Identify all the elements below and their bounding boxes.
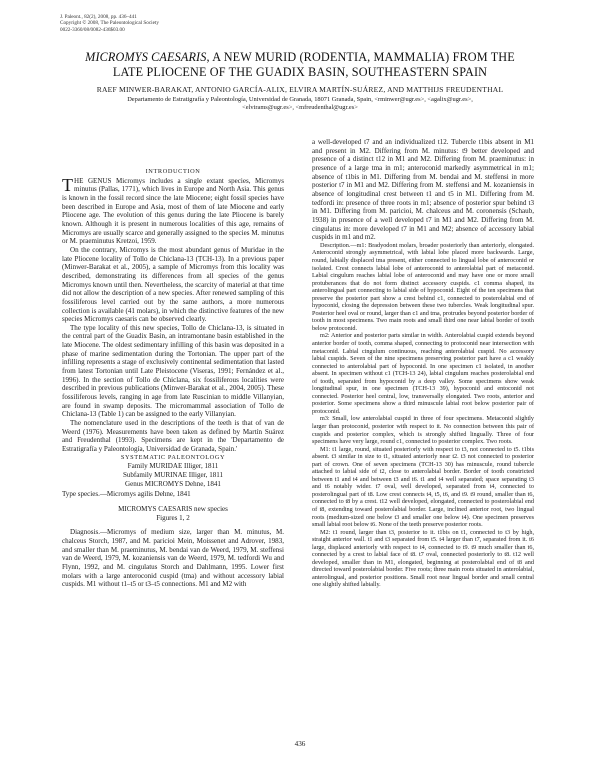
- affiliation: [40, 96, 560, 112]
- type-species-line: Type species.—Micromys agilis Dehne, 1841: [62, 490, 191, 499]
- description-block: [312, 242, 534, 589]
- intro-paragraph-2: On the contrary, Micromys is the most abundant genus of Muridae in the late Pliocene locality of Tollo de Chiclana-13 (TCH-13). In a previous paper (Minwer-Barakat et al., 2005), a sample of Micromys from this locality was described, demonstrating its differences from all species of the genus Micromys known until then. Nevertheless, the scarcity of material at that time did not allow the description of a new species. After renewed sampling of this fossiliferous level carried out by the same authors, a more numerous collection is available (41 molars), in which the distinctive features of the new species Micromys caesaris can be observed clearly.: [62, 245, 284, 324]
- diagnosis-paragraph: Diagnosis.—Micromys of medium size, larger than M. minutus, M. chalceus Storch, 1987, and M. paricioi Mein, Moissenet and Adrover, 1983, and smaller than M. praeminutus, M. bendai van de Weerd, 1979, M. steffensi van de Weerd, 1979, M. kozaniensis van de Weerd, 1979, M. tedfordi Wu and Flynn, 1992, and M. cingulatus Storch and Dahlmann, 1995. Lower first molars with a large anteroconid cuspid (tma) and without accessory labial cuspids. M1 without t1–t5 or t3–t5 connections. M1 and M2 with: [62, 528, 284, 589]
- description-m2: m2: Anterior and posterior parts similar in width. Anterolabial cuspid extends beyond anterior border of tooth, comma shaped, connecting to protoconid near intersection with metaconid. Labial cingulum continuous, reaching anterolabial cuspid. No accessory labial cuspids. Seven of the nine specimens preserving posterior part have a c1 weakly connected to anterolabial part of hypoconid. In one specimen c1 isolated, in another absent. In specimen without c1 (TCH-13 24), labial cingulum reaches posterolabial end of tooth, separated from hypoconid by a deep valley. Some specimens show weak longitudinal spur, in one specimen (TCH-13 39), hypoconid and entoconid not connected. Posterior heel central, low, transversally elongated. Two roots, anterior and posterior. Some specimens show a third minuscule labial root below posterior pair of protoconid.: [312, 332, 534, 415]
- introduction-heading: INTRODUCTION: [145, 168, 201, 175]
- intro-paragraph-3: The type locality of this new species, Tollo de Chiclana-13, is situated in the central part of the Guadix Basin, an intramontane basin established in the late Miocene. The oldest sedimentary infilling of this basin was deposited in a phase of marine sedimentation during the Tortonian. The upper part of the infilling represents a stage of exclusively continental sedimentation that lasted from latest Tortonian until Late Pleistocene (Viseras, 1991; Fernández et al., 1996). In the section of Tollo de Chiclana, six fossiliferous localities were described in previous publications (Minwer-Barakat et al., 2004, 2005). These fossiliferous levels, ranging in age from late Ruscinian to middle Villanyian, are found in swamp deposits. The micromammal association of Tollo de Chiclana-13 (Table 1) can be assigned to the early Villanyian.: [62, 323, 284, 419]
- title-line-1: [40, 50, 560, 65]
- affiliation-line-2: <elvirams@ugr.es>, <mfreudenthal@ugr.es>: [242, 104, 358, 112]
- description-M1: M1: t1 large, round, situated posteriorly with respect to t3, not connected to t5. t1bis absent. t3 similar in size to t1, situated anteriorly near t2. t3 not connected to posterior part of crown. One of seven specimens (TCH-13 30) has minuscule, round tubercle attached to labial side of t2, close to anterolabial border. Border of tooth constricted between t1 and t4 and between t3 and t6. t1 and t4 well separated; space separating t3 and t6 notably wider. t7 oval, well developed, separated from t4, connected to posterolingual part of t8. Low crest connects t4, t5, t6, and t9. t9 round, smaller than t6, connected to t8 by a crest. t12 well developed, elongated, connected to posterolabial end of t8, extending toward posterolabial border. Large, inclined anterior root, two lingual roots (medium-sized one below t3 and smaller one below t4). One specimen preserves small labial root below t6. None of the teeth preserve posterior roots.: [312, 445, 534, 529]
- title-line-2: LATE PLIOCENE OF THE GUADIX BASIN, SOUTHEASTERN SPAIN: [112, 65, 488, 79]
- title-species-name: MICROMYS CAESARIS: [85, 50, 207, 64]
- drop-cap: T: [62, 174, 73, 195]
- genus-line: Genus MICROMYS Dehne, 1841: [125, 479, 221, 488]
- article-title: [40, 50, 560, 80]
- page-number: 436: [294, 740, 306, 748]
- journal-info: [60, 14, 159, 33]
- left-column: [62, 138, 284, 589]
- systematic-heading: SYSTEMATIC PALEONTOLOGY: [120, 453, 226, 461]
- journal-copyright: Copyright © 2008, The Paleontological Society: [60, 20, 159, 27]
- intro-paragraph-1: [62, 174, 284, 246]
- family-line: Family MURIDAE Illiger, 1811: [127, 462, 219, 471]
- description-M2: M2: t1 round, larger than t3, posterior to it. t1bis on t1, connected to t3 by high, straight anterior wall. t1 and t3 separated from t5. t4 larger than t7, separated from it. t6 large, displaced anteriorly with respect to t4, connected to t9. t9 much smaller than t6, connected by a crest to labial face of t8. t7 oval, connected posteriorly to t8. t12 well developed, smaller than in M1, elongated, beginning at posterolabial end of t8 and directed toward posterolabial border. Five roots; three main roots situated in anterolabial, anterolingual, and posterior positions. Small root near lingual border and small central one slightly shifted labially.: [312, 528, 534, 589]
- description-m3: m3: Small, low anterolabial cuspid in three of four specimens. Metaconid slightly larger than protoconid, posterior with respect to it. No connection between this pair of cuspids and posterior complex, which is strongly shifted lingually. Three of four specimens have very large, round c1, connected to posterior complex. Two roots.: [312, 415, 534, 446]
- subfamily-line: Subfamily MURINAE Illiger, 1811: [122, 470, 224, 479]
- diagnosis-continued: a well-developed t7 and an individualized t12. Tubercle t1bis absent in M1 and present in M2. Differing from M. minutus: t9 better developed and presence of a distinct t12 in M1 and M2. Differing from M. praeminutus: in presence of a large tma in m1; anteroconid markedly asymmetrical in m1; absence of t1bis in M1. Differing from M. bendai and M. steffensi in more posterior t7 in M1 and M2. Differing from M. steffensi and M. kozaniensis in absence of longitudinal crest between t1 and t5 in M1. Differing from M. tedfordi in: presence of three roots in m1; absence of posterior spur behind t3 in M1. Differing from M. paricioi, M. chalceus and M. coronensis (Schaub, 1938) in presence of a well developed t7 in M1 and M2. Differing from M. cingulatus in: more developed t7 in M1 and M2; absence of accessory labial cuspids in m1 and m2.: [312, 138, 534, 242]
- species-heading: MICROMYS CAESARIS new species: [118, 504, 228, 513]
- intro-paragraph-1-text: HE GENUS Micromys includes a single extant species, Micromys minutus (Pallas, 1771), which lives in Europe and North Asia. This genus is known in the fossil record since the late Miocene; eight fossil species have been described in Europe and Asia, most of them of late Miocene and early Pliocene age. The evolution of this genus during the late Pliocene is barely known. Although it is present in numerous localities of this age, remains of Micromys are usually scarce and generally assigned to the species M. minutus or M. praeminutus Kretzoi, 1959.: [62, 176, 284, 246]
- affiliation-line-1: Departamento de Estratigrafía y Paleontología, Universidad de Granada, 18071 Granada, Spain, <rminwer@ugr.es>, <agalix@ugr.es>,: [127, 96, 473, 103]
- title-line-1-rest: , A NEW MURID (RODENTIA, MAMMALIA) FROM THE: [206, 50, 515, 64]
- journal-citation: J. Paleont., 82(2), 2008, pp. 436–441: [60, 14, 137, 20]
- description-m1: Description.—m1: Bradyodont molars, broader posteriorly than anteriorly, elongated. Anteroconid strongly asymmetrical, with labial lobe placed more backwards. Large, round, labially displaced tma present, either connected to lingual lobe of anteroconid or isolated. Crest connects labial lobe of anteroconid to anterolabial part of metaconid. Labial cingulum reaches labial lobe of anteroconid and may have one or more small protuberances that do not form distinct accessory cuspids. c1 comma shaped, its anterolingual part connecting to labial side of hypoconid. Eight of the ten specimens that preserve the posterior part show a crest behind c1, connected to posterolabial end of hypoconid, closing the depression between these two tubercles. Weak longitudinal spur. Posterior heel oval or round, larger than c1 and tma, protrudes beyond posterior border of tooth in most specimens. Two main roots and small third one near labial border of tooth below protoconid.: [312, 241, 534, 332]
- figures-reference: Figures 1, 2: [156, 513, 190, 522]
- journal-issn: 0022-3360/08/0082-436$03.00: [60, 26, 125, 33]
- right-column: [312, 138, 534, 589]
- intro-paragraph-4: The nomenclature used in the descriptions of the teeth is that of van de Weerd (1976). Measurements have been taken as defined by Martín Suárez and Freudenthal (1993). Specimens are kept in the 'Departamento de Estratigrafía y Paleontología, Universidad de Granada, Spain.': [62, 419, 284, 453]
- author-list: RAEF MINWER-BARAKAT, ANTONIO GARCÍA-ALIX, ELVIRA MARTÍN-SUÁREZ, AND MATTHIJS FREUDENTHAL: [96, 85, 504, 94]
